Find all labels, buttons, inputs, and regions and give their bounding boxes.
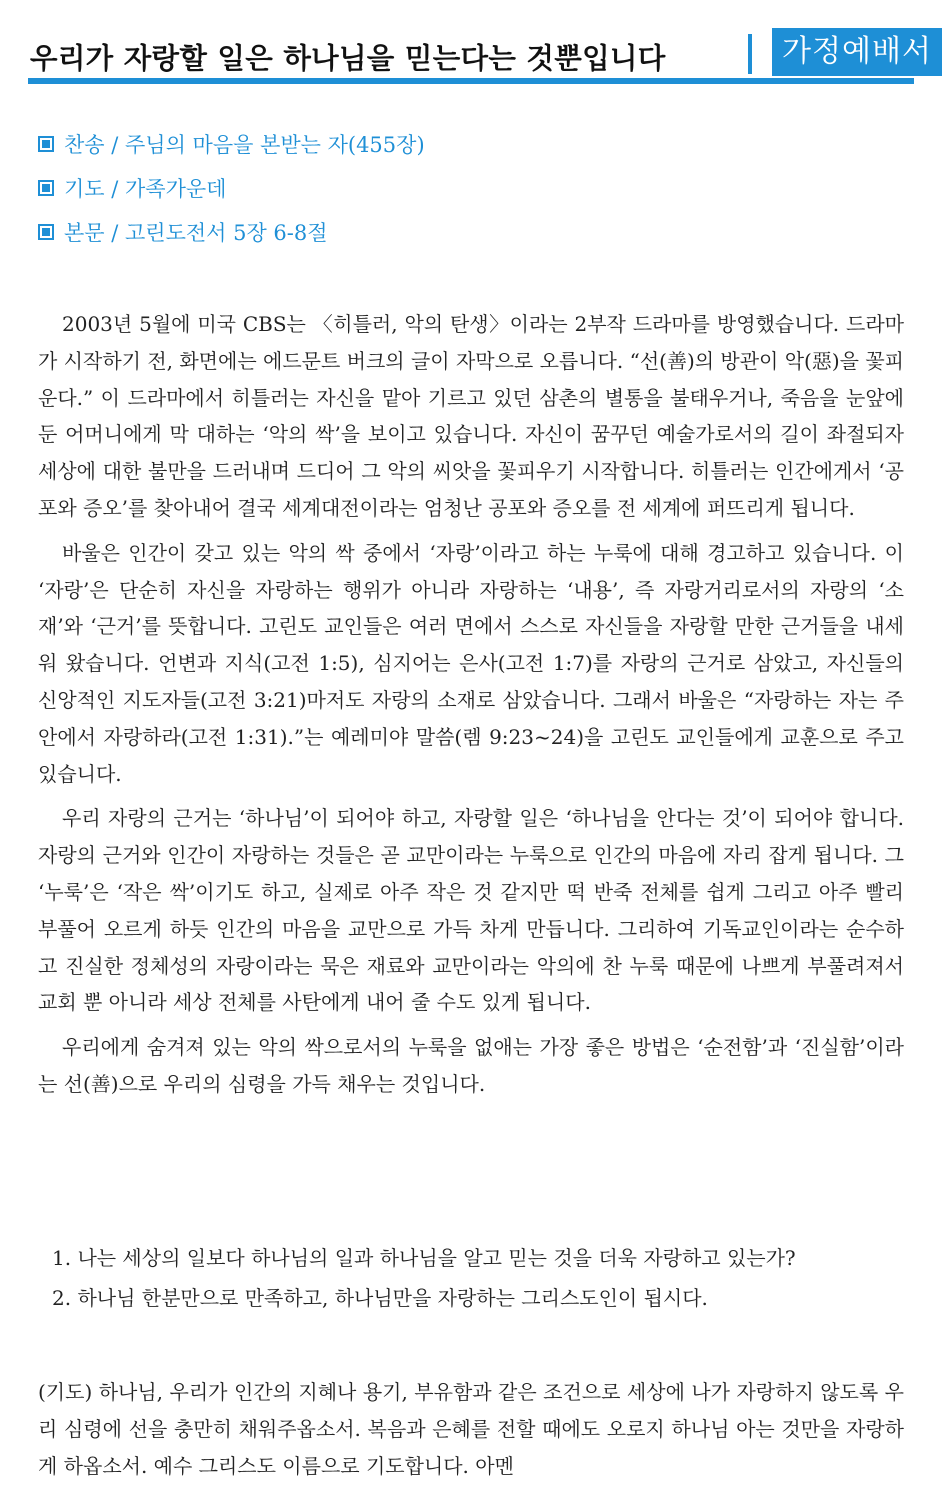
closing-prayer [38, 1374, 904, 1485]
question-1: 1. 나는 세상의 일보다 하나님의 일과 하나님을 알고 믿는 것을 더욱 자랑하고 있는가? [52, 1246, 796, 1270]
reflection-questions [52, 1238, 912, 1318]
worship-info-list [38, 122, 425, 254]
info-scripture-text: 본문 / 고린도전서 5장 6-8절 [64, 221, 328, 245]
header-rule [28, 78, 914, 84]
body-paragraph-4: 우리에게 숨겨져 있는 악의 싹으로서의 누룩을 없애는 가장 좋은 방법은 ‘순전함’과 ‘진실함’이라는 선(善)으로 우리의 심령을 가득 채우는 것입니다. [38, 1035, 904, 1096]
info-hymn [38, 122, 425, 166]
info-scripture [38, 210, 425, 254]
info-hymn-text: 찬송 / 주님의 마음을 본받는 자(455장) [64, 133, 425, 157]
info-prayer [38, 166, 425, 210]
square-bullet-icon [38, 136, 54, 152]
header [28, 22, 932, 84]
question-2: 2. 하나님 한분만으로 만족하고, 하나님만을 자랑하는 그리스도인이 됩시다. [52, 1286, 708, 1310]
title-divider [748, 34, 752, 74]
body-paragraph-2: 바울은 인간이 갖고 있는 악의 싹 중에서 ‘자랑’이라고 하는 누룩에 대해 경고하고 있습니다. 이 ‘자랑’은 단순히 자신을 자랑하는 행위가 아니라 자랑하는 ‘내용’, 즉 자랑거리로서의 자랑의 ‘소재’와 ‘근거’를 뜻합니다. 고린도 교인들은 여러 면에서 스스로 자신들을 자랑할 만한 근거들을 내세워 왔습니다. 언변과 지식(고전 1:5), 심지어는 은사(고전 1:7)를 자랑의 근거로 삼았고, 자신들의 신앙적인 지도자들(고전 3:21)마저도 자랑의 소재로 삼았습니다. 그래서 바울은 “자랑하는 자는 주 안에서 자랑하라(고전 1:31).”는 예레미야 말씀(렘 9:23~24)을 고린도 교인들에게 교훈으로 주고 있습니다. [38, 540, 904, 786]
category-badge: 가정예배서 [772, 28, 942, 76]
body-paragraph-1: 2003년 5월에 미국 CBS는 〈히틀러, 악의 탄생〉이라는 2부작 드라마를 방영했습니다. 드라마가 시작하기 전, 화면에는 에드문트 버크의 글이 자막으로 오릅니다. “선(善)의 방관이 악(惡)을 꽃피운다.” 이 드라마에서 히틀러는 자신을 맡아 기르고 있던 삼촌의 별통을 불태우거나, 죽음을 눈앞에 둔 어머니에게 막 대하는 ‘악의 싹’을 보이고 있습니다. 자신이 꿈꾸던 예술가로서의 길이 좌절되자 세상에 대한 불만을 드러내며 드디어 그 악의 씨앗을 꽃피우기 시작합니다. 히틀러는 인간에게서 ‘공포와 증오’를 찾아내어 결국 세계대전이라는 엄청난 공포와 증오를 전 세계에 퍼뜨리게 됩니다. [38, 312, 904, 520]
page-title: 우리가 자랑할 일은 하나님을 믿는다는 것뿐입니다 [30, 42, 666, 75]
sermon-body [38, 306, 904, 1111]
body-paragraph-3: 우리 자랑의 근거는 ‘하나님’이 되어야 하고, 자랑할 일은 ‘하나님을 안다는 것’이 되어야 합니다. 자랑의 근거와 인간이 자랑하는 것들은 곧 교만이라는 누룩으로 인간의 마음에 자리 잡게 됩니다. 그 ‘누룩’은 ‘작은 싹’이기도 하고, 실제로 아주 작은 것 같지만 떡 반죽 전체를 쉽게 그리고 아주 빨리 부풀어 오르게 하듯 인간의 마음을 교만으로 가득 차게 만듭니다. 그리하여 기독교인이라는 순수하고 진실한 정체성의 자랑이라는 묵은 재료와 교만이라는 악의에 찬 누룩 때문에 나쁘게 부풀려져서 교회 뿐 아니라 세상 전체를 사탄에게 내어 줄 수도 있게 됩니다. [38, 806, 904, 1015]
square-bullet-icon [38, 180, 54, 196]
square-bullet-icon [38, 224, 54, 240]
prayer-text: (기도) 하나님, 우리가 인간의 지혜나 용기, 부유함과 같은 조건으로 세상에 나가 자랑하지 않도록 우리 심령에 선을 충만히 채워주옵소서. 복음과 은혜를 전할 때에도 오로지 하나님 아는 것만을 자랑하게 하옵소서. 예수 그리스도 이름으로 기도합니다. 아멘 [38, 1380, 904, 1478]
info-prayer-text: 기도 / 가족가운데 [64, 177, 227, 201]
